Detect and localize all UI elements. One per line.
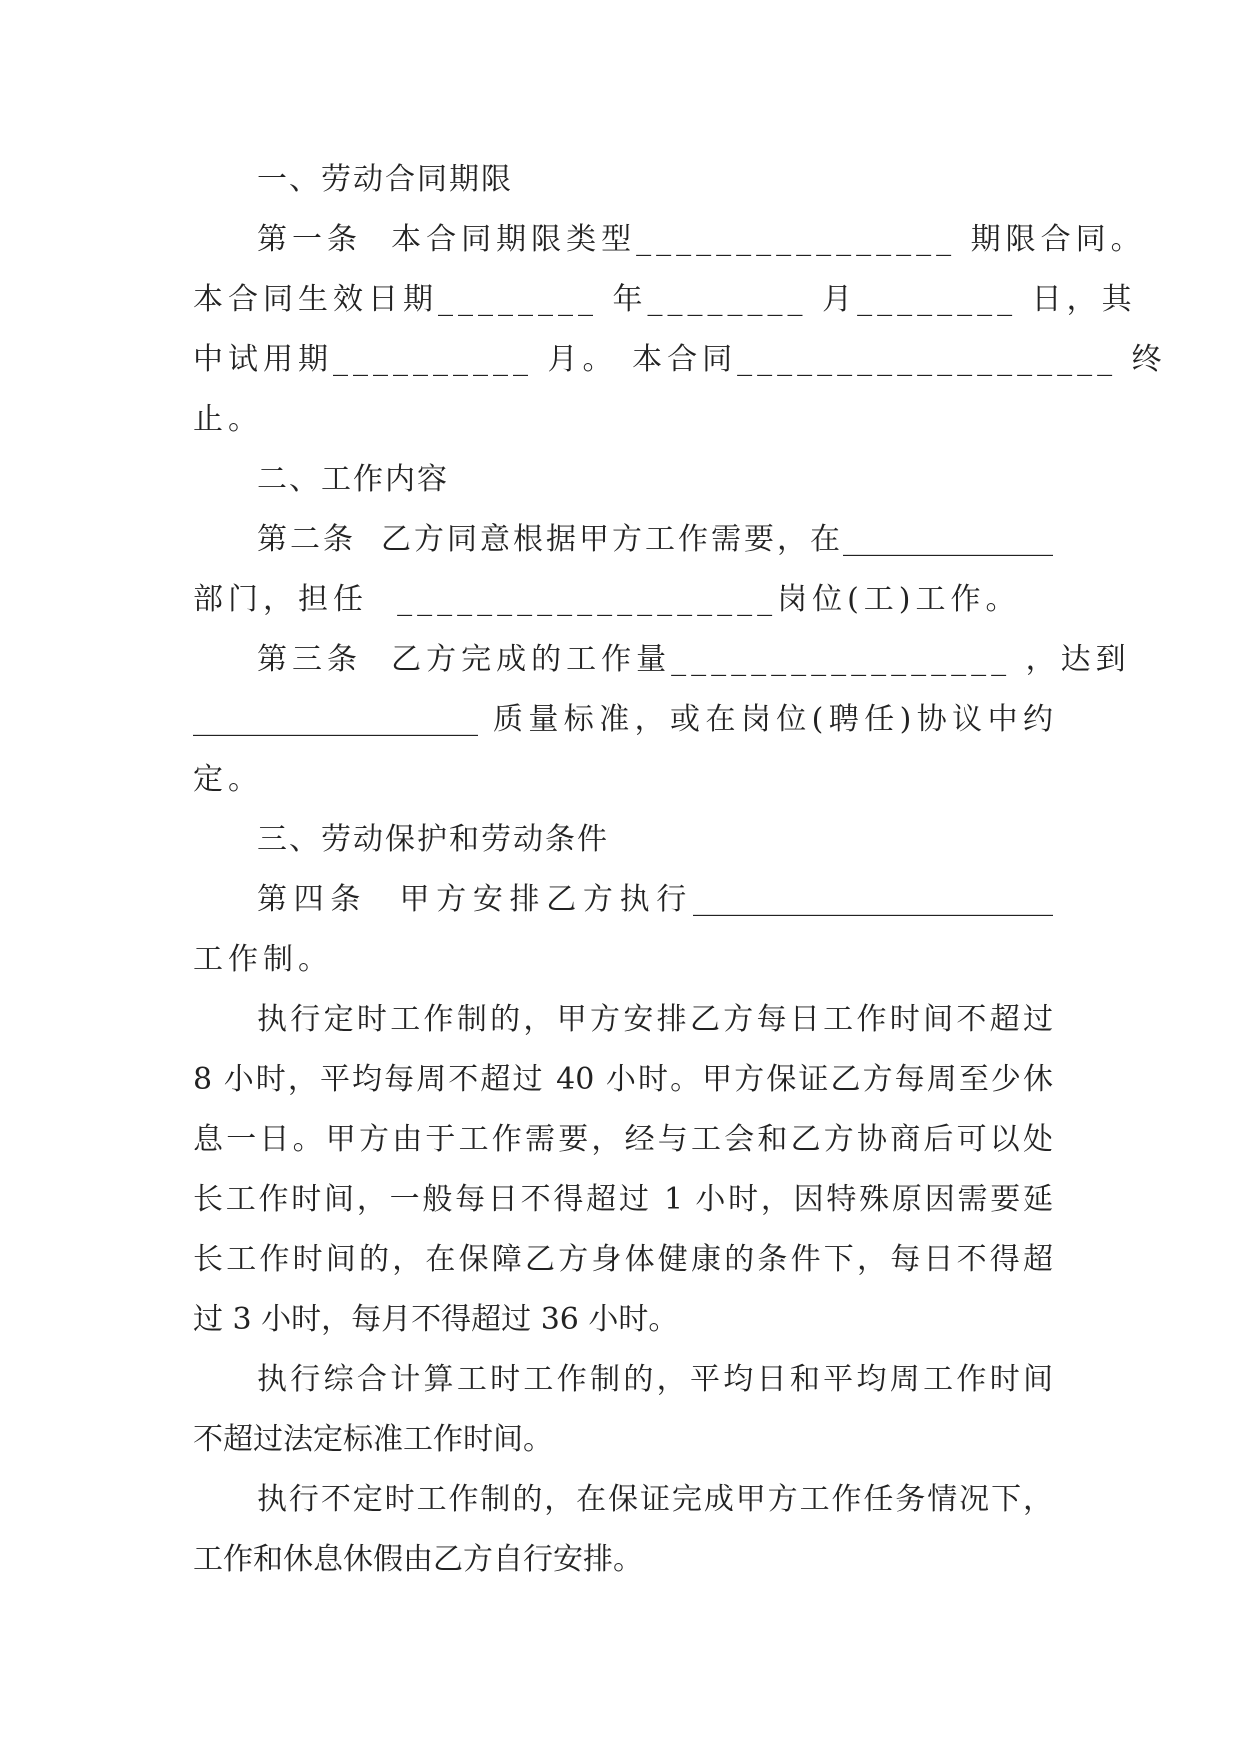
paragraph-fixed-hours-line-3: 息一日。甲方由于工作需要，经与工会和乙方协商后可以处 bbox=[193, 1122, 1053, 1157]
clause-1-line-2: 本合同生效日期________ 年________ 月________ 日，其 bbox=[193, 282, 1137, 317]
clause-4-line-2: 工作制。 bbox=[193, 942, 333, 977]
section-heading-labor-protection: 三、劳动保护和劳动条件 bbox=[257, 822, 609, 857]
clause-1-line-3: 中试用期__________ 月。 本合同___________________ 终 bbox=[193, 342, 1167, 377]
paragraph-fixed-hours-line-5: 长工作时间的，在保障乙方身体健康的条件下，每日不得超 bbox=[193, 1242, 1053, 1277]
paragraph-fixed-hours-line-6: 过 3 小时，每月不得超过 36 小时。 bbox=[193, 1302, 679, 1337]
paragraph-fixed-hours-line-2: 8 小时，平均每周不超过 40 小时。甲方保证乙方每周至少休 bbox=[193, 1062, 1053, 1097]
section-heading-term: 一、劳动合同期限 bbox=[257, 162, 513, 197]
paragraph-flexible-hours-line-2: 工作和休息休假由乙方自行安排。 bbox=[193, 1542, 643, 1577]
paragraph-comprehensive-hours-line-1: 执行综合计算工时工作制的，平均日和平均周工作时间 bbox=[257, 1362, 1053, 1397]
clause-3-line-3: 定。 bbox=[193, 762, 263, 797]
paragraph-fixed-hours-line-4: 长工作时间，一般每日不得超过 1 小时，因特殊原因需要延 bbox=[193, 1182, 1053, 1217]
section-heading-work-content: 二、工作内容 bbox=[257, 462, 449, 497]
clause-1-line-4: 止。 bbox=[193, 402, 263, 437]
paragraph-comprehensive-hours-line-2: 不超过法定标准工作时间。 bbox=[193, 1422, 553, 1457]
contract-page bbox=[193, 150, 1167, 1590]
clause-1-line-1: 第一条 本合同期限类型________________ 期限合同。 bbox=[257, 222, 1146, 257]
clause-4-line-1: 第四条 甲方安排乙方执行________________________ bbox=[257, 882, 1053, 917]
clause-2-line-1: 第二条 乙方同意根据甲方工作需要，在______________ bbox=[257, 522, 1053, 557]
paragraph-flexible-hours-line-1: 执行不定时工作制的，在保证完成甲方工作任务情况下， bbox=[257, 1482, 1053, 1517]
clause-3-line-2: ___________________ 质量标准，或在岗位(聘任)协议中约 bbox=[193, 702, 1053, 737]
clause-2-line-2: 部门，担任 ___________________岗位(工)工作。 bbox=[193, 582, 1021, 617]
clause-3-line-1: 第三条 乙方完成的工作量_________________ ，达到 bbox=[257, 642, 1131, 677]
paragraph-fixed-hours-line-1: 执行定时工作制的，甲方安排乙方每日工作时间不超过 bbox=[257, 1002, 1053, 1037]
